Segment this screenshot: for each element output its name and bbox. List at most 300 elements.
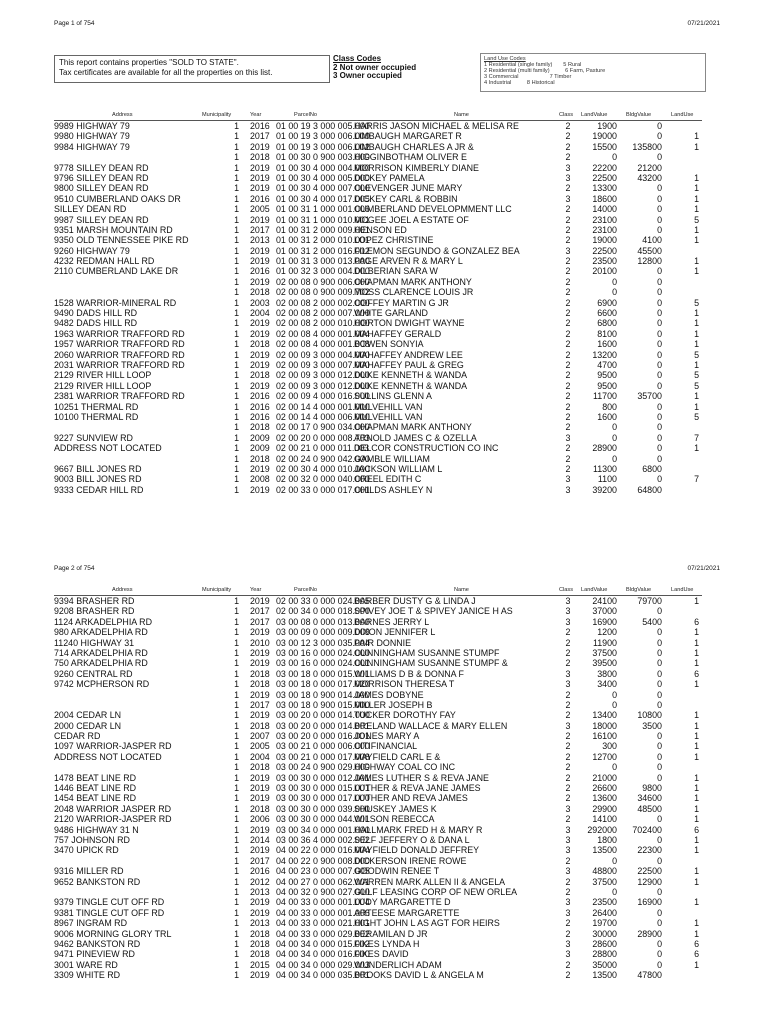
- col-name: Name: [454, 587, 469, 593]
- land-value-cell: 0: [612, 453, 617, 464]
- address-cell: 8967 INGRAM RD: [54, 918, 127, 929]
- name-cell: HENSON ED: [354, 224, 407, 235]
- land-use-line-1: 1 Residential (single family) 5 Rural: [484, 62, 582, 68]
- address-cell: 2000 CEDAR LN: [54, 720, 122, 731]
- bldg-value-cell: 22500: [637, 866, 662, 877]
- class-cell: 3: [565, 193, 571, 204]
- parcel-cell: 02 00 09 4 000 016.000: [276, 391, 370, 402]
- land-use-cell: 1: [694, 235, 699, 246]
- land-use-cell: 1: [694, 845, 699, 856]
- municipality-cell: 1: [234, 938, 239, 949]
- address-cell: 9260 HIGHWAY 79: [54, 245, 130, 256]
- table-row: [54, 793, 702, 803]
- bldg-value-cell: 0: [657, 297, 662, 308]
- table-row: [54, 814, 702, 824]
- municipality-cell: 1: [234, 401, 239, 412]
- parcel-cell: 02 00 08 4 000 001.004: [276, 328, 370, 339]
- parcel-cell: 04 00 22 0 000 016.004: [276, 845, 370, 856]
- land-value-cell: 13200: [592, 349, 617, 360]
- bldg-value-cell: 0: [657, 214, 662, 225]
- name-cell: PAIR DONNIE: [354, 637, 412, 648]
- name-cell: DUKE KENNETH & WANDA: [354, 380, 468, 391]
- table-row: [54, 866, 702, 876]
- land-value-cell: 0: [612, 152, 617, 163]
- municipality-cell: 1: [234, 949, 239, 960]
- bldg-value-cell: 21200: [637, 162, 662, 173]
- class-cell: 2: [565, 224, 571, 235]
- land-use-line-2: 2 Residential (multi family) 6 Farm, Pasture: [484, 68, 606, 74]
- name-cell: MAHAFFEY GERALD: [354, 328, 442, 339]
- parcel-cell: 04 00 33 0 000 021.001: [276, 918, 370, 929]
- class-cell: 2: [565, 349, 571, 360]
- year-cell: 2019: [250, 162, 270, 173]
- class-cell: 2: [565, 131, 571, 142]
- name-cell: BRELAND WALLACE & MARY ELLEN: [354, 720, 508, 731]
- year-cell: 2019: [250, 484, 270, 495]
- bldg-value-cell: 0: [657, 183, 662, 194]
- year-cell: 2016: [250, 401, 270, 412]
- year-cell: 2013: [250, 235, 270, 246]
- table-row: [54, 845, 702, 855]
- parcel-cell: 02 00 08 0 900 009.702: [276, 287, 370, 298]
- address-cell: 980 ARKADELPHIA RD: [54, 627, 148, 638]
- address-cell: 1454 BEAT LINE RD: [54, 793, 137, 804]
- name-cell: LOPEZ CHRISTINE: [354, 235, 434, 246]
- bldg-value-cell: 0: [657, 349, 662, 360]
- land-use-cell: 1: [694, 814, 699, 825]
- municipality-cell: 1: [234, 886, 239, 897]
- bldg-value-cell: 0: [657, 689, 662, 700]
- land-value-cell: 48800: [592, 866, 617, 877]
- municipality-cell: 1: [234, 463, 239, 474]
- parcel-cell: 01 00 19 3 000 006.000: [276, 131, 370, 142]
- parcel-cell: 01 00 30 0 900 003.000: [276, 152, 370, 163]
- year-cell: 2017: [250, 131, 270, 142]
- municipality-cell: 1: [234, 287, 239, 298]
- municipality-cell: 1: [234, 121, 239, 131]
- year-cell: 2017: [250, 606, 270, 617]
- parcel-cell: 03 00 08 0 000 013.000: [276, 616, 370, 627]
- bldg-value-cell: 10800: [637, 710, 662, 721]
- parcel-cell: 02 00 09 3 000 012.000: [276, 370, 370, 381]
- bldg-value-cell: 0: [657, 699, 662, 710]
- year-cell: 2018: [250, 949, 270, 960]
- parcel-cell: 04 00 33 0 000 001.004: [276, 897, 370, 908]
- name-cell: JONES MARY A: [354, 731, 420, 742]
- year-cell: 2016: [250, 266, 270, 277]
- name-cell: LUDY MARGARETTE D: [354, 897, 451, 908]
- table-row: [54, 350, 702, 360]
- address-cell: 9989 HIGHWAY 79: [54, 121, 130, 131]
- land-use-cell: 1: [694, 866, 699, 877]
- municipality-cell: 1: [234, 959, 239, 970]
- table-row: [54, 949, 702, 959]
- land-use-cell: 1: [694, 731, 699, 742]
- bldg-value-cell: 0: [657, 370, 662, 381]
- municipality-cell: 1: [234, 658, 239, 669]
- table-row: [54, 731, 702, 741]
- parcel-cell: 04 00 34 0 000 015.002: [276, 938, 370, 949]
- municipality-cell: 1: [234, 907, 239, 918]
- year-cell: 2019: [250, 256, 270, 267]
- year-cell: 2018: [250, 453, 270, 464]
- name-cell: SHUSKEY JAMES K: [354, 803, 437, 814]
- class-codes-title: Class Codes: [333, 54, 382, 63]
- bldg-value-cell: 0: [657, 907, 662, 918]
- name-cell: MORRISON THERESA T: [354, 679, 455, 690]
- year-cell: 2017: [250, 616, 270, 627]
- year-cell: 2019: [250, 318, 270, 329]
- class-cell: 3: [565, 897, 571, 908]
- class-cell: 3: [565, 679, 571, 690]
- land-use-cell: 1: [694, 627, 699, 638]
- land-use-line-4: 4 Industrial 8 Historical: [484, 80, 555, 86]
- name-cell: WUNDERLICH ADAM: [354, 959, 442, 970]
- class-cell: 2: [565, 689, 571, 700]
- bldg-value-cell: 0: [657, 318, 662, 329]
- land-value-cell: 24100: [592, 596, 617, 606]
- name-cell: LIMBAUGH CHARLES A JR &: [354, 141, 474, 152]
- table-row: [54, 163, 702, 173]
- bldg-value-cell: 0: [657, 658, 662, 669]
- year-cell: 2019: [250, 276, 270, 287]
- bldg-value-cell: 0: [657, 422, 662, 433]
- bldg-value-cell: 0: [657, 627, 662, 638]
- bldg-value-cell: 0: [657, 772, 662, 783]
- address-cell: 757 JOHNSON RD: [54, 834, 130, 845]
- municipality-cell: 1: [234, 793, 239, 804]
- bldg-value-cell: 0: [657, 359, 662, 370]
- address-cell: 9333 CEDAR HILL RD: [54, 484, 144, 495]
- land-value-cell: 23500: [592, 256, 617, 267]
- land-value-cell: 13600: [592, 793, 617, 804]
- table-row: [54, 627, 702, 637]
- class-cell: 2: [565, 710, 571, 721]
- name-cell: LIMBAUGH MARGARET R: [354, 131, 462, 142]
- parcel-cell: 04 00 32 0 900 027.000: [276, 886, 370, 897]
- table-row: [54, 474, 702, 484]
- year-cell: 2018: [250, 370, 270, 381]
- table-row: [54, 908, 702, 918]
- municipality-cell: 1: [234, 411, 239, 422]
- parcel-cell: 03 00 24 0 900 029.000: [276, 762, 370, 773]
- class-cell: 2: [565, 380, 571, 391]
- municipality-cell: 1: [234, 224, 239, 235]
- land-use-cell: 1: [694, 172, 699, 183]
- address-cell: 1097 WARRIOR-JASPER RD: [54, 741, 172, 752]
- table-row: [54, 658, 702, 668]
- address-cell: 1963 WARRIOR TRAFFORD RD: [54, 328, 185, 339]
- municipality-cell: 1: [234, 855, 239, 866]
- parcel-cell: 02 00 33 0 000 024.005: [276, 596, 370, 606]
- parcel-cell: 03 00 16 0 000 024.000: [276, 647, 370, 658]
- parcel-cell: 01 00 30 4 000 017.005: [276, 193, 370, 204]
- class-cell: 2: [565, 141, 571, 152]
- name-cell: DIXON JENNIFER L: [354, 627, 436, 638]
- table-row: [54, 606, 702, 616]
- bldg-value-cell: 0: [657, 637, 662, 648]
- address-cell: 10251 THERMAL RD: [54, 401, 139, 412]
- parcel-cell: 03 00 30 0 000 012.001: [276, 772, 370, 783]
- address-cell: 9471 PINEVIEW RD: [54, 949, 135, 960]
- name-cell: DELCOR CONSTRUCTION CO INC: [354, 443, 499, 454]
- address-cell: 9260 CENTRAL RD: [54, 668, 133, 679]
- address-cell: 2120 WARRIOR-JASPER RD: [54, 814, 172, 825]
- table-row: [54, 131, 702, 141]
- parcel-cell: 03 00 20 0 000 014.001: [276, 720, 370, 731]
- name-cell: HIGGINBOTHAM OLIVER E: [354, 152, 467, 163]
- land-use-cell: 1: [694, 918, 699, 929]
- bldg-value-cell: 12900: [637, 876, 662, 887]
- land-use-cell: 1: [694, 193, 699, 204]
- land-value-cell: 29900: [592, 803, 617, 814]
- name-cell: HIGHWAY COAL CO INC: [354, 762, 456, 773]
- land-value-cell: 8100: [597, 328, 617, 339]
- col-address: Address: [112, 587, 133, 593]
- name-cell: CHAPMAN MARK ANTHONY: [354, 276, 472, 287]
- table-row: [54, 638, 702, 648]
- name-cell: MILLER JOSEPH B: [354, 699, 433, 710]
- table-row: [54, 783, 702, 793]
- year-cell: 2013: [250, 886, 270, 897]
- parcel-cell: 01 00 30 4 000 004.000: [276, 162, 370, 173]
- table-row: [54, 381, 702, 391]
- land-use-cell: 5: [694, 370, 699, 381]
- year-cell: 2019: [250, 824, 270, 835]
- parcel-cell: 02 00 08 2 000 010.000: [276, 318, 370, 329]
- land-use-cell: 5: [694, 349, 699, 360]
- land-use-cell: 6: [694, 824, 699, 835]
- land-value-cell: 35000: [592, 959, 617, 970]
- address-cell: 9667 BILL JONES RD: [54, 463, 142, 474]
- property-table-page1: [54, 110, 702, 495]
- parcel-cell: 03 00 34 0 000 001.000: [276, 824, 370, 835]
- parcel-cell: 02 00 24 0 900 042.000: [276, 453, 370, 464]
- rows-page2: [54, 596, 702, 980]
- parcel-cell: 02 00 30 4 000 010.000: [276, 463, 370, 474]
- bldg-value-cell: 0: [657, 287, 662, 298]
- parcel-cell: 02 00 08 4 000 001.008: [276, 339, 370, 350]
- parcel-cell: 01 00 19 3 000 006.002: [276, 141, 370, 152]
- year-cell: 2019: [250, 710, 270, 721]
- table-row: [54, 318, 702, 328]
- municipality-cell: 1: [234, 679, 239, 690]
- name-cell: WHITE GARLAND: [354, 308, 428, 319]
- land-value-cell: 1200: [597, 627, 617, 638]
- address-cell: 9800 SILLEY DEAN RD: [54, 183, 149, 194]
- year-cell: 2013: [250, 918, 270, 929]
- bldg-value-cell: 0: [657, 131, 662, 142]
- year-cell: 2018: [250, 679, 270, 690]
- name-cell: BOWEN SONYIA: [354, 339, 424, 350]
- land-use-cell: 1: [694, 772, 699, 783]
- municipality-cell: 1: [234, 204, 239, 215]
- class-cell: 2: [565, 959, 571, 970]
- name-cell: MULVEHILL VAN: [354, 411, 423, 422]
- bldg-value-cell: 0: [657, 411, 662, 422]
- land-value-cell: 0: [612, 432, 617, 443]
- address-cell: 9227 SUNVIEW RD: [54, 432, 133, 443]
- name-cell: CUNNINGHAM SUSANNE STUMPF: [354, 647, 500, 658]
- class-cell: 2: [565, 308, 571, 319]
- address-cell: 3309 WHITE RD: [54, 970, 121, 981]
- land-use-cell: 6: [694, 949, 699, 960]
- class-cell: 2: [565, 928, 571, 939]
- name-cell: CUMBERLAND DEVELOPMMENT LLC: [354, 204, 512, 215]
- year-cell: 2018: [250, 287, 270, 298]
- table-row: [54, 360, 702, 370]
- municipality-cell: 1: [234, 876, 239, 887]
- bldg-value-cell: 0: [657, 938, 662, 949]
- parcel-cell: 03 00 16 0 000 024.001: [276, 658, 370, 669]
- class-cell: 2: [565, 214, 571, 225]
- year-cell: 2018: [250, 720, 270, 731]
- bldg-value-cell: 0: [657, 432, 662, 443]
- address-cell: 9987 SILLEY DEAN RD: [54, 214, 149, 225]
- land-value-cell: 1600: [597, 339, 617, 350]
- name-cell: JAMES LUTHER S & REVA JANE: [354, 772, 489, 783]
- address-cell: 11240 HIGHWAY 31: [54, 637, 135, 648]
- name-cell: ARTEESE MARGARETTE: [354, 907, 460, 918]
- class-cell: 3: [565, 845, 571, 856]
- table-row: [54, 960, 702, 970]
- table-row: [54, 443, 702, 453]
- name-cell: BERAMILAN D JR: [354, 928, 428, 939]
- class-cell: 2: [565, 391, 571, 402]
- bldg-value-cell: 0: [657, 121, 662, 131]
- table-row: [54, 877, 702, 887]
- table-row: [54, 752, 702, 762]
- land-value-cell: 6900: [597, 297, 617, 308]
- name-cell: GAMBLE WILLIAM: [354, 453, 430, 464]
- year-cell: 2016: [250, 866, 270, 877]
- class-codes: [333, 55, 416, 81]
- table-row: [54, 690, 702, 700]
- year-cell: 2018: [250, 928, 270, 939]
- year-cell: 2019: [250, 658, 270, 669]
- col-land-use: LandUse: [671, 587, 694, 593]
- address-cell: 2110 CUMBERLAND LAKE DR: [54, 266, 179, 277]
- address-cell: 9778 SILLEY DEAN RD: [54, 162, 149, 173]
- year-cell: 2007: [250, 731, 270, 742]
- parcel-cell: 01 00 31 1 000 010.001: [276, 214, 370, 225]
- municipality-cell: 1: [234, 897, 239, 908]
- class-cell: 2: [565, 370, 571, 381]
- name-cell: MAYFIELD DONALD JEFFREY: [354, 845, 480, 856]
- table-row: [54, 710, 702, 720]
- year-cell: 2019: [250, 793, 270, 804]
- class-cell: 2: [565, 359, 571, 370]
- address-cell: 9742 MCPHERSON RD: [54, 679, 150, 690]
- bldg-value-cell: 0: [657, 741, 662, 752]
- year-cell: 2019: [250, 172, 270, 183]
- municipality-cell: 1: [234, 391, 239, 402]
- municipality-cell: 1: [234, 783, 239, 794]
- land-value-cell: 21000: [592, 772, 617, 783]
- year-cell: 2015: [250, 959, 270, 970]
- land-use-codes: [480, 53, 706, 92]
- name-cell: SPIVEY JOE T & SPIVEY JANICE H AS: [354, 606, 513, 617]
- class-cell: 2: [565, 886, 571, 897]
- bldg-value-cell: 35700: [637, 391, 662, 402]
- year-cell: 2019: [250, 245, 270, 256]
- col-parcel: ParcelNo: [294, 587, 318, 593]
- year-cell: 2009: [250, 443, 270, 454]
- table-row: [54, 897, 702, 907]
- table-row: [54, 741, 702, 751]
- bldg-value-cell: 34600: [637, 793, 662, 804]
- table-row: [54, 246, 702, 256]
- col-class: Class: [559, 112, 573, 118]
- parcel-cell: 02 00 34 0 000 018.000: [276, 606, 370, 617]
- land-value-cell: 11300: [592, 463, 617, 474]
- address-cell: 2381 WARRIOR TRAFFORD RD: [54, 391, 185, 402]
- address-cell: 9462 BANKSTON RD: [54, 938, 141, 949]
- land-use-cell: 1: [694, 710, 699, 721]
- parcel-cell: 02 00 14 4 000 001.000: [276, 401, 370, 412]
- year-cell: 2019: [250, 845, 270, 856]
- year-cell: 2017: [250, 224, 270, 235]
- name-cell: CREEL EDITH C: [354, 474, 422, 485]
- land-value-cell: 37500: [592, 876, 617, 887]
- land-value-cell: 0: [612, 762, 617, 773]
- municipality-cell: 1: [234, 814, 239, 825]
- land-use-cell: 1: [694, 308, 699, 319]
- municipality-cell: 1: [234, 710, 239, 721]
- land-value-cell: 26400: [592, 907, 617, 918]
- year-cell: 2019: [250, 214, 270, 225]
- year-cell: 2014: [250, 834, 270, 845]
- bldg-value-cell: 48500: [637, 803, 662, 814]
- table-row: [54, 277, 702, 287]
- class-cell: 3: [565, 824, 571, 835]
- land-value-cell: 22200: [592, 162, 617, 173]
- parcel-cell: 02 00 09 3 000 004.000: [276, 349, 370, 360]
- table-row: [54, 142, 702, 152]
- table-row: [54, 194, 702, 204]
- table-row: [54, 887, 702, 897]
- name-cell: FIKES DAVID: [354, 949, 409, 960]
- bldg-value-cell: 0: [657, 328, 662, 339]
- table-row: [54, 939, 702, 949]
- parcel-cell: 02 00 32 0 000 040.000: [276, 474, 370, 485]
- class-cell: 2: [565, 287, 571, 298]
- land-value-cell: 28600: [592, 938, 617, 949]
- municipality-cell: 1: [234, 741, 239, 752]
- class-cell: 2: [565, 918, 571, 929]
- table-row: [54, 183, 702, 193]
- address-cell: CEDAR RD: [54, 731, 101, 742]
- land-value-cell: 11700: [592, 391, 617, 402]
- table-row: [54, 856, 702, 866]
- land-value-cell: 13500: [592, 970, 617, 981]
- land-value-cell: 0: [612, 886, 617, 897]
- land-use-cell: 6: [694, 938, 699, 949]
- land-value-cell: 20100: [592, 266, 617, 277]
- year-cell: 2003: [250, 297, 270, 308]
- land-value-cell: 16100: [592, 731, 617, 742]
- parcel-cell: 02 00 14 4 000 006.000: [276, 411, 370, 422]
- land-value-cell: 14100: [592, 814, 617, 825]
- land-value-cell: 22500: [592, 245, 617, 256]
- bldg-value-cell: 0: [657, 751, 662, 762]
- land-use-cell: 7: [694, 432, 699, 443]
- year-cell: 2019: [250, 689, 270, 700]
- bldg-value-cell: 9800: [642, 783, 662, 794]
- municipality-cell: 1: [234, 256, 239, 267]
- municipality-cell: 1: [234, 183, 239, 194]
- name-cell: WARREN MARK ALLEN II & ANGELA: [354, 876, 506, 887]
